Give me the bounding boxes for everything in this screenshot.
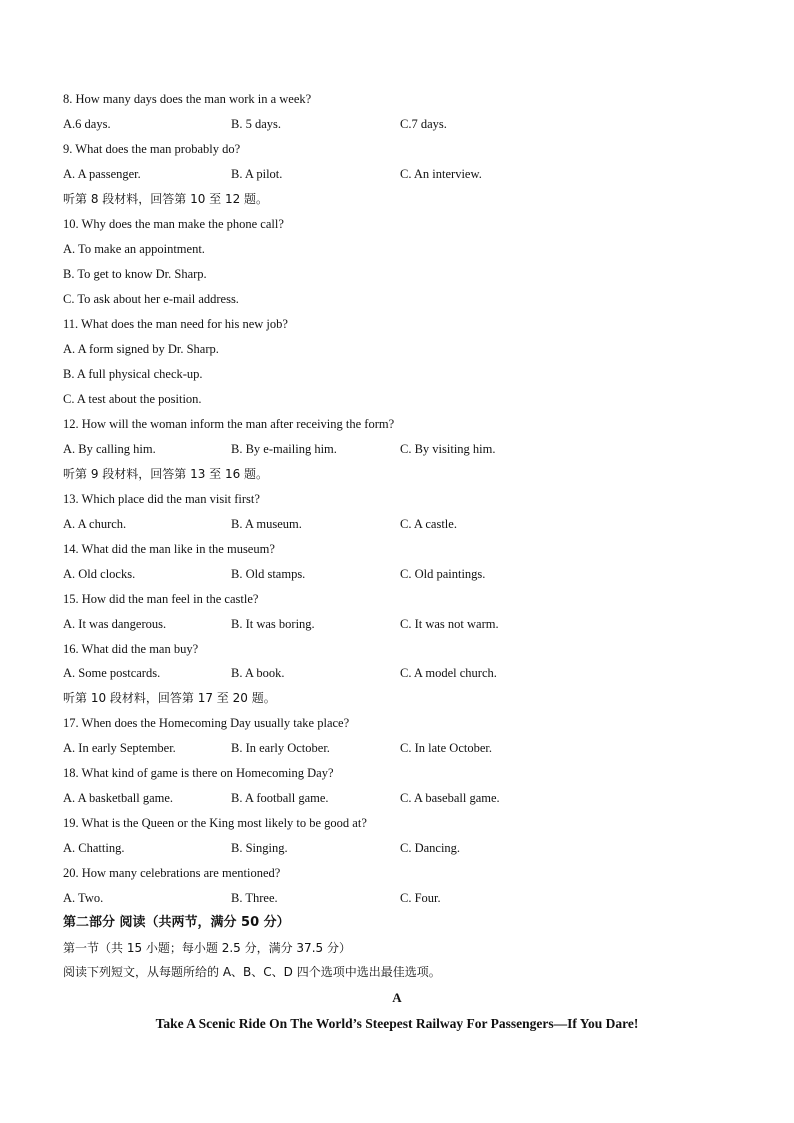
q11-option-a: A. A form signed by Dr. Sharp. [63,342,219,356]
question-11: 11. What does the man need for his new job? [63,317,288,331]
q10-option-b: B. To get to know Dr. Sharp. [63,267,207,281]
question-13: 13. Which place did the man visit first? [63,492,260,506]
q8-option-b: B. 5 days. [231,117,281,131]
q11-option-c: C. A test about the position. [63,392,202,406]
q16-option-b: B. A book. [231,666,285,680]
q10-option-c: C. To ask about her e-mail address. [63,292,239,306]
q18-option-a: A. A basketball game. [63,791,174,805]
q14-option-a: A. Old clocks. [63,567,136,581]
q11-option-b: B. A full physical check-up. [63,367,203,381]
section-8-instruction: 听第 8 段材料，回答第 10 至 12 题。 [63,192,269,206]
q17-option-a: A. In early September. [63,741,176,755]
q20-option-b: B. Three. [231,891,278,905]
q18-option-c: C. A baseball game. [400,791,500,805]
q8-option-a: A.6 days. [63,117,111,131]
q15-option-b: B. It was boring. [231,617,315,631]
question-8: 8. How many days does the man work in a week? [63,92,312,106]
q13-option-a: A. A church. [63,517,127,531]
question-17: 17. When does the Homecoming Day usually take place? [63,716,350,730]
reading-instruction: 阅读下列短文，从每题所给的 A、B、C、D 四个选项中选出最佳选项。 [63,965,441,979]
q15-option-c: C. It was not warm. [400,617,499,631]
question-14: 14. What did the man like in the museum? [63,542,275,556]
q13-option-b: B. A museum. [231,517,302,531]
passage-letter: A [392,990,402,1005]
q16-option-a: A. Some postcards. [63,666,161,680]
part-2-heading: 第二部分 阅读（共两节，满分 50 分） [63,915,290,930]
q18-option-b: B. A football game. [231,791,329,805]
q14-option-b: B. Old stamps. [231,567,306,581]
question-9: 9. What does the man probably do? [63,142,241,156]
q19-option-b: B. Singing. [231,841,288,855]
question-12: 12. How will the woman inform the man after receiving the form? [63,417,395,431]
q20-option-a: A. Two. [63,891,104,905]
q13-option-c: C. A castle. [400,517,457,531]
q19-option-c: C. Dancing. [400,841,461,855]
q9-option-c: C. An interview. [400,167,482,181]
q9-option-b: B. A pilot. [231,167,283,181]
q9-option-a: A. A passenger. [63,167,141,181]
q8-option-c: C.7 days. [400,117,447,131]
q19-option-a: A. Chatting. [63,841,125,855]
q14-option-c: C. Old paintings. [400,567,486,581]
question-20: 20. How many celebrations are mentioned? [63,866,281,880]
q10-option-a: A. To make an appointment. [63,242,205,256]
section-1-heading: 第一节（共 15 小题；每小题 2.5 分，满分 37.5 分） [63,941,351,955]
question-10: 10. Why does the man make the phone call? [63,217,284,231]
q15-option-a: A. It was dangerous. [63,617,167,631]
section-9-instruction: 听第 9 段材料，回答第 13 至 16 题。 [63,467,269,481]
question-19: 19. What is the Queen or the King most likely to be good at? [63,816,367,830]
q17-option-b: B. In early October. [231,741,330,755]
q20-option-c: C. Four. [400,891,441,905]
q17-option-c: C. In late October. [400,741,492,755]
passage-title: Take A Scenic Ride On The World’s Steepest Railway For Passengers—If You Dare! [155,1016,639,1031]
section-10-instruction: 听第 10 段材料，回答第 17 至 20 题。 [63,691,276,705]
q16-option-c: C. A model church. [400,666,497,680]
question-15: 15. How did the man feel in the castle? [63,592,259,606]
q12-option-c: C. By visiting him. [400,442,496,456]
q12-option-b: B. By e-mailing him. [231,442,337,456]
question-18: 18. What kind of game is there on Homecoming Day? [63,766,334,780]
question-16: 16. What did the man buy? [63,642,199,656]
q12-option-a: A. By calling him. [63,442,156,456]
